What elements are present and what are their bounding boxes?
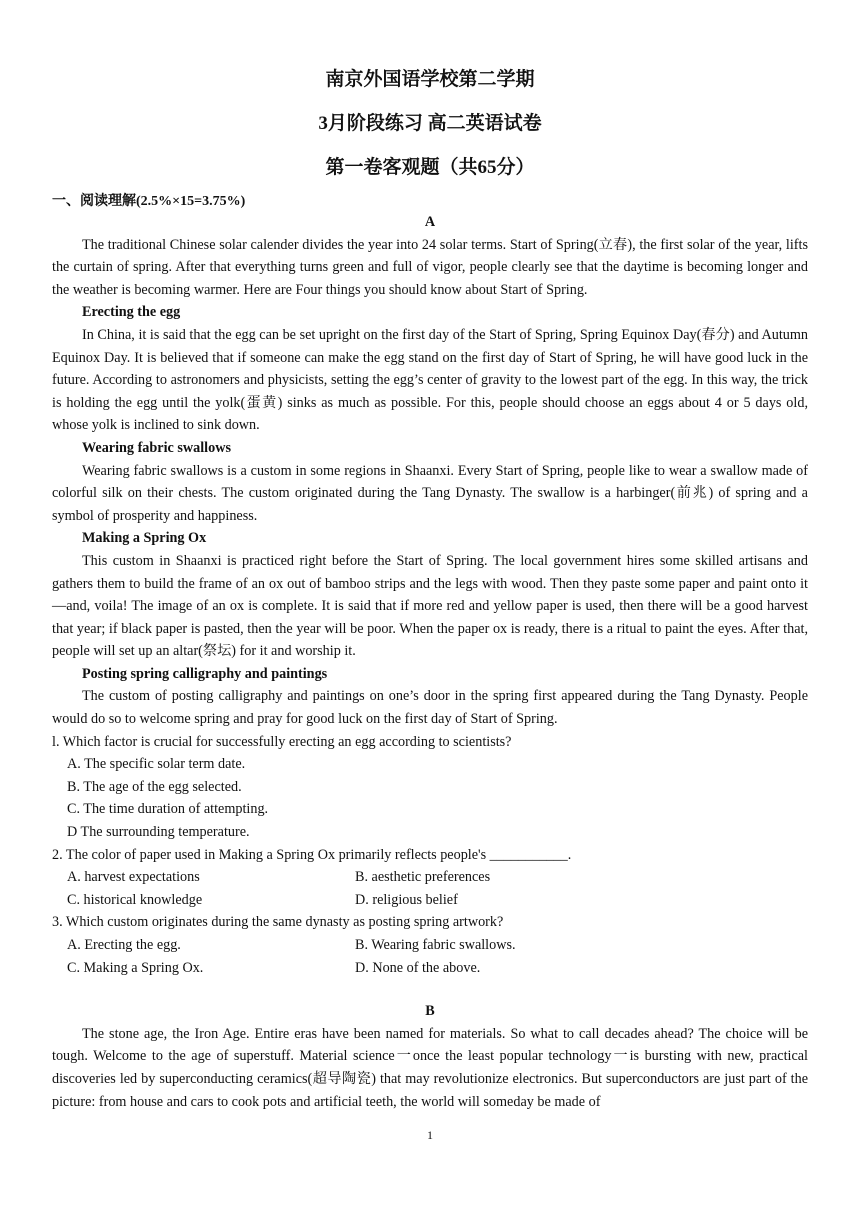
passage-b-text: The stone age, the Iron Age. Entire eras have been named for materials. So what to call decades ahead? The choice will be tough. Welcome to the age of superstuff. Material science一once the least popular technology一is bursting with new, practical discoveries led by superconducting ceramics(超导陶瓷) that may revolutionize electronics. But superconductors are just part of the picture: from house and cars to cook pots and artificial teeth, the world will someday be made of	[52, 1025, 808, 1110]
page-content	[52, 211, 808, 1113]
question-1-option-c: C. The time duration of attempting.	[67, 801, 269, 818]
paragraph-spring-ox: This custom in Shaanxi is practiced right before the Start of Spring. The local government hires some skilled artisans and gathers them to build the frame of an ox out of bamboo strips and the legs with wood. Then they paste some paper and paint onto it—and, voila! The image of an ox is complete. It is said that if more red and yellow paper is used, then there will be a good harvest that year; if black paper is pasted, then the year will be poor. When the paper ox is ready, there is a ritual to paint the eyes. After that, people will set up an altar(祭坛) for it and worship it.	[52, 552, 808, 660]
question-1-stem: l. Which factor is crucial for successfully erecting an egg according to scientists?	[52, 733, 512, 750]
question-2-option-a: A. harvest expectations	[67, 869, 200, 886]
passage-b-label: B	[425, 1003, 435, 1020]
subheading-calligraphy: Posting spring calligraphy and paintings	[82, 665, 328, 682]
question-3-options-row-2	[52, 957, 808, 980]
question-2-options-row-1	[52, 866, 808, 889]
subheading-spring-ox: Making a Spring Ox	[82, 530, 207, 547]
question-2-option-c: C. historical knowledge	[67, 891, 203, 908]
passage-a-label: A	[424, 214, 436, 230]
spacer	[52, 979, 808, 1000]
exam-title: 3月阶段练习 高二英语试卷	[318, 113, 542, 134]
question-3-option-b: B. Wearing fabric swallows.	[355, 937, 516, 953]
page-number: 1	[427, 1128, 433, 1142]
question-1-option-b: B. The age of the egg selected.	[67, 778, 242, 795]
question-2-options-row-2	[52, 889, 808, 912]
question-3-options-row-1	[52, 934, 808, 957]
paragraph-calligraphy: The custom of posting calligraphy and paintings on one’s door in the spring first appeared during the Tang Dynasty. People would do so to welcome spring and pray for good luck on the first day of Start of Spring.	[52, 688, 808, 728]
school-title: 南京外国语学校第二学期	[325, 69, 535, 90]
question-1-option-a: A. The specific solar term date.	[67, 756, 246, 773]
question-2-option-b: B. aesthetic preferences	[355, 869, 491, 886]
question-3-option-d: D. None of the above.	[355, 959, 481, 976]
subheading-fabric-swallows: Wearing fabric swallows	[82, 439, 231, 456]
paragraph-fabric-swallows: Wearing fabric swallows is a custom in some regions in Shaanxi. Every Start of Spring, people like to wear a swallow made of colorful silk on their chests. The custom originated during the Tang Dynasty. The swallow is a harbinger(前兆) of spring and a symbol of prosperity and happiness.	[52, 462, 808, 524]
question-3-option-c: C. Making a Spring Ox.	[67, 959, 204, 976]
question-3-option-a: A. Erecting the egg.	[67, 937, 181, 953]
subheading-erecting-egg: Erecting the egg	[82, 304, 181, 321]
question-2-stem: 2. The color of paper used in Making a Spring Ox primarily reflects people's ___________.	[52, 846, 572, 863]
passage-a-intro: The traditional Chinese solar calender divides the year into 24 solar terms. Start of Spring(立春), the first solar of the year, lifts the curtain of spring. After that everything turns green and full of vigor, people clearly see that the daytime is becoming longer and the weather is becoming warmer. Here are Four things you should know about Start of Spring.	[52, 236, 808, 298]
part-title: 第一卷客观题（共65分）	[325, 157, 535, 178]
question-2-option-d: D. religious belief	[355, 891, 458, 908]
question-3-stem: 3. Which custom originates during the same dynasty as posting spring artwork?	[52, 914, 504, 931]
paragraph-erecting-egg: In China, it is said that the egg can be set upright on the first day of the Start of Spring, Spring Equinox Day(春分) and Autumn Equinox Day. It is believed that if someone can make the egg stand on the first day of Start of Spring, he will have good luck in the future. According to astronomers and physicists, setting the egg’s center of gravity to the lowest part of the egg. In this way, the trick is holding the egg until the yolk(蛋黄) sinks as much as possible. For this, people should choose an eggs about 4 or 5 days old, whose yolk is inclined to sink down.	[52, 326, 808, 434]
question-1-option-d: D The surrounding temperature.	[67, 824, 250, 841]
section-heading: 一、阅读理解(2.5%×15=3.75%)	[52, 194, 246, 209]
